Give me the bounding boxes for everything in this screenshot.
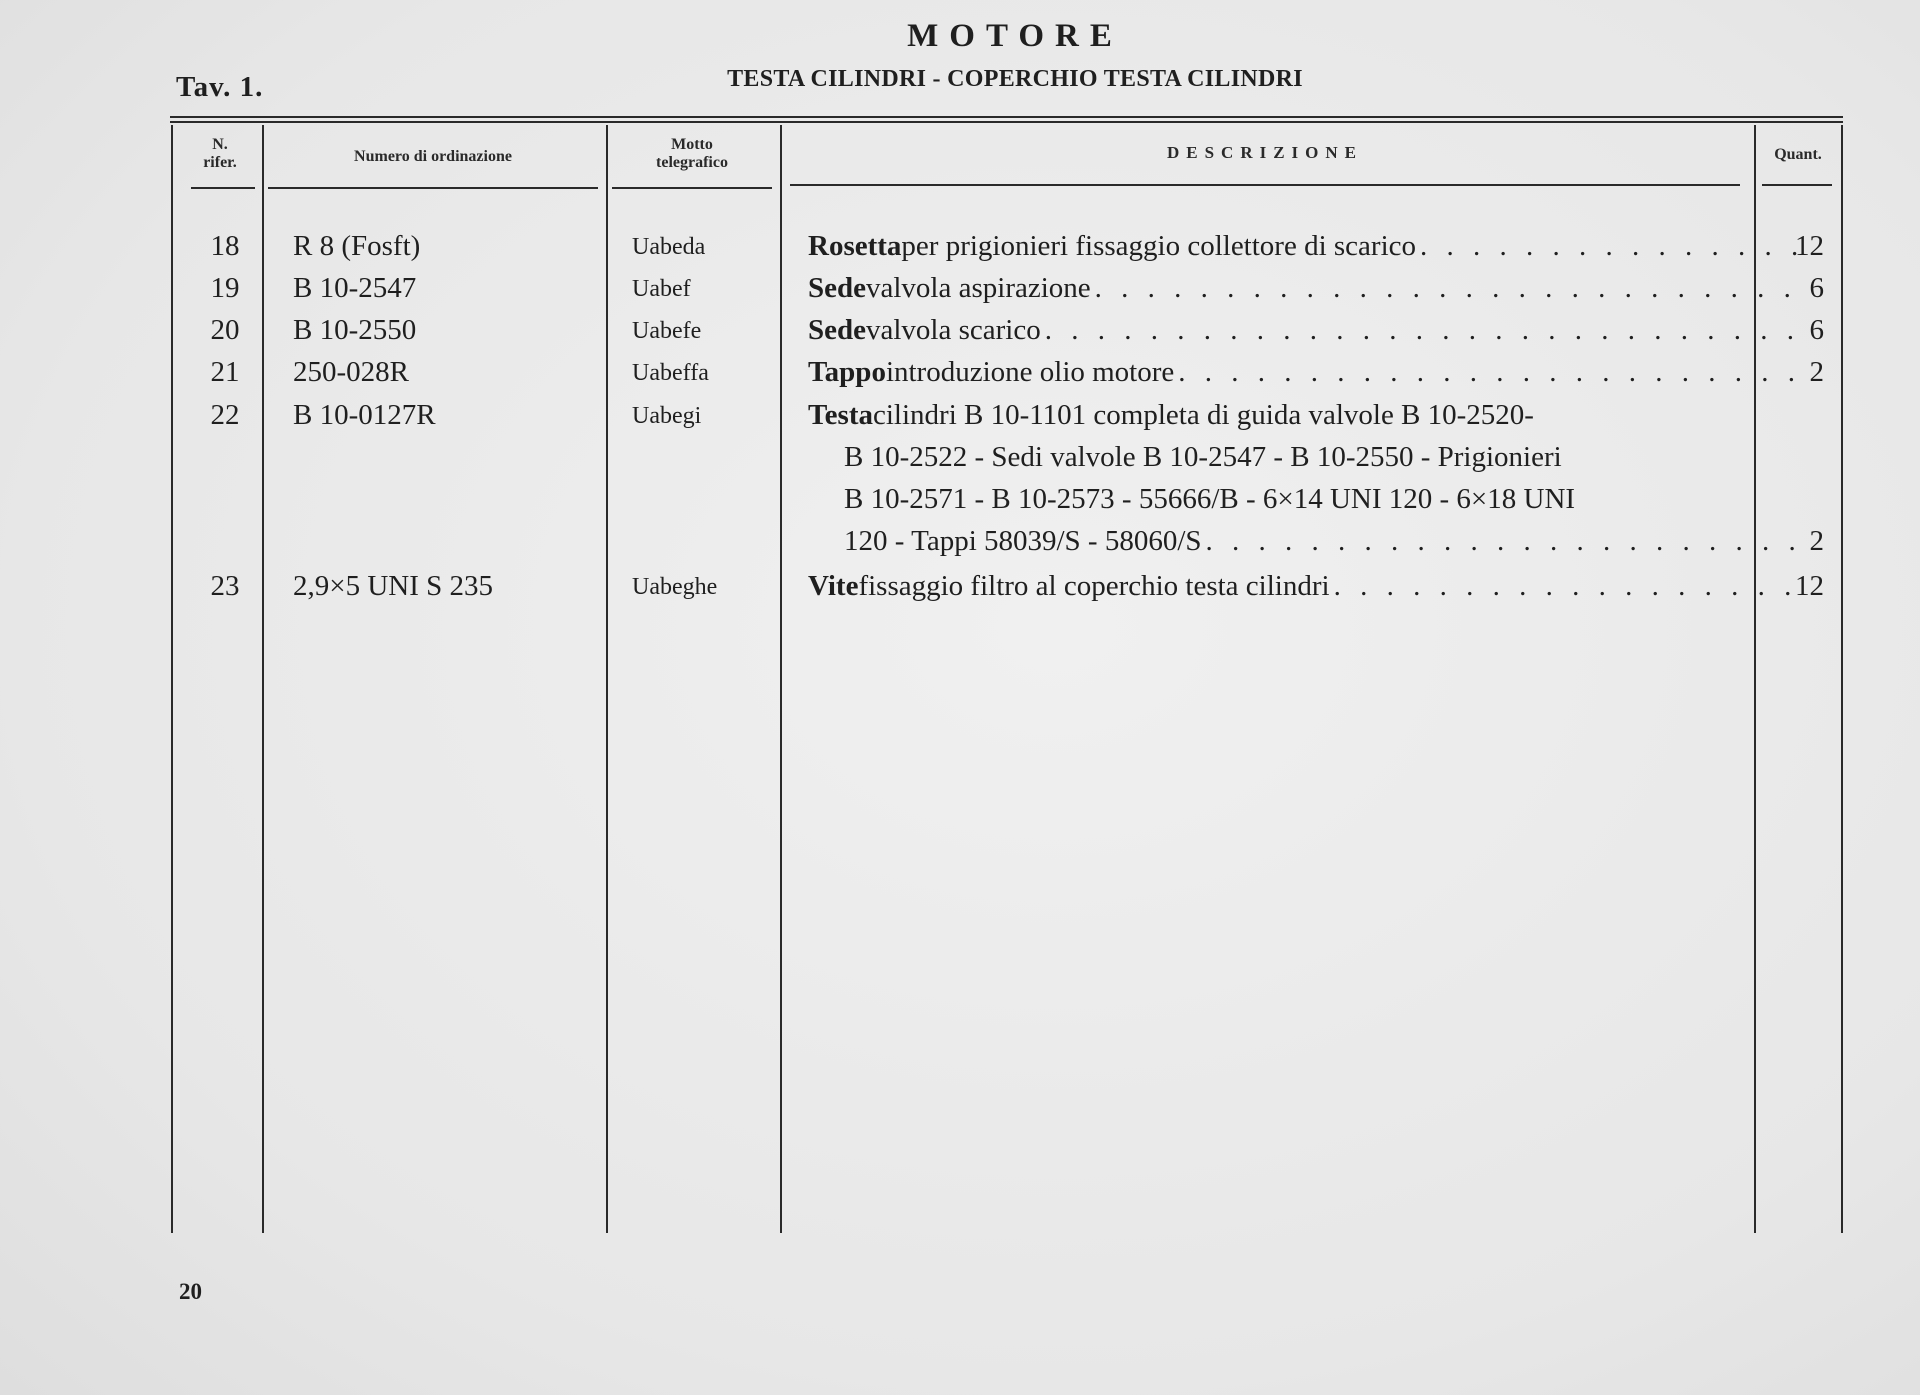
- column-divider-order: [606, 125, 608, 1233]
- column-header-ref-line1: N.: [212, 136, 228, 153]
- table-top-rule: [170, 116, 1843, 118]
- table-row-order-number: B 10-0127R: [293, 399, 436, 431]
- table-row-description: [808, 309, 1808, 351]
- table-row-ref: 23: [210, 570, 240, 602]
- table-row-motto: Uabef: [632, 276, 691, 302]
- description-continuation: B 10-2571 - B 10-2573 - 55666/B - 6×14 UNI 120 - 6×18 UNI: [844, 483, 1576, 515]
- column-header-description: DESCRIZIONE: [1166, 143, 1364, 162]
- description-text: cilindri B 10-1101 completa di guida valvole B 10-2520-: [873, 399, 1534, 431]
- column-header-ref: [180, 136, 260, 172]
- table-row-quantity: 12: [1795, 570, 1824, 602]
- header-underline-ref: [191, 187, 255, 189]
- header-underline-qty: [1762, 184, 1832, 186]
- table-row-order-number: 250-028R: [293, 356, 409, 388]
- header-underline-order: [268, 187, 598, 189]
- header-underline-motto: [612, 187, 772, 189]
- column-header-motto: [612, 136, 772, 172]
- column-header-ref-line2: rifer.: [203, 154, 237, 171]
- column-divider-left: [171, 125, 173, 1233]
- page-subtitle: TESTA CILINDRI - COPERCHIO TESTA CILINDRI: [727, 66, 1303, 92]
- table-row-description: [808, 267, 1808, 309]
- table-row-order-number: 2,9×5 UNI S 235: [293, 570, 494, 602]
- table-row-quantity: 6: [1809, 272, 1824, 304]
- table-row-description: [808, 351, 1808, 393]
- table-row-ref: 20: [210, 314, 240, 346]
- table-row-order-number: B 10-2550: [293, 314, 417, 346]
- description-text: valvola scarico: [866, 314, 1041, 346]
- description-text: valvola aspirazione: [866, 272, 1091, 304]
- description-continuation: 120 - Tappi 58039/S - 58060/S: [844, 525, 1202, 557]
- description-text: fissaggio filtro al coperchio testa cilindri: [858, 570, 1330, 602]
- table-top-rule-inner: [170, 121, 1843, 123]
- table-row-ref: 19: [210, 272, 240, 304]
- table-row-description: [808, 225, 1808, 267]
- table-row-ref: 21: [210, 356, 240, 388]
- description-keyword: Testa: [808, 399, 873, 431]
- column-divider-motto: [780, 125, 782, 1233]
- table-row-ref: 22: [210, 399, 240, 431]
- table-row-order-number: B 10-2547: [293, 272, 417, 304]
- table-row-order-number: R 8 (Fosft): [293, 230, 421, 262]
- column-header-motto-line2: telegrafico: [656, 154, 728, 171]
- header-underline-desc: [790, 184, 1740, 186]
- table-label: Tav. 1.: [176, 71, 264, 103]
- table-row-description: [808, 394, 1808, 562]
- column-header-order: Numero di ordinazione: [354, 148, 512, 165]
- description-text: per prigionieri fissaggio collettore di scarico: [901, 230, 1417, 262]
- description-keyword: Vite: [808, 570, 859, 602]
- description-keyword: Sede: [808, 314, 866, 346]
- table-row-quantity: 12: [1795, 230, 1824, 262]
- table-row-quantity: 2: [1809, 525, 1824, 557]
- table-row-quantity: 6: [1809, 314, 1824, 346]
- column-divider-right: [1841, 125, 1843, 1233]
- table-row-motto: Uabeffa: [632, 360, 709, 386]
- table-row-motto: Uabeda: [632, 234, 706, 260]
- table-row-description: [808, 565, 1808, 607]
- description-keyword: Tappo: [808, 356, 886, 388]
- table-row-motto: Uabefe: [632, 318, 702, 344]
- description-text: introduzione olio motore: [885, 356, 1175, 388]
- column-header-motto-line1: Motto: [671, 136, 713, 153]
- page-number: 20: [179, 1279, 202, 1304]
- table-row-quantity: 2: [1809, 356, 1824, 388]
- table-row-motto: Uabeghe: [632, 574, 718, 600]
- description-continuation: B 10-2522 - Sedi valvole B 10-2547 - B 10-2550 - Prigionieri: [844, 441, 1562, 473]
- page-title: MOTORE: [907, 18, 1123, 54]
- table-row-motto: Uabegi: [632, 403, 702, 429]
- column-header-quantity: Quant.: [1774, 146, 1822, 163]
- description-keyword: Sede: [808, 272, 866, 304]
- table-row-ref: 18: [210, 230, 240, 262]
- description-keyword: Rosetta: [808, 230, 902, 262]
